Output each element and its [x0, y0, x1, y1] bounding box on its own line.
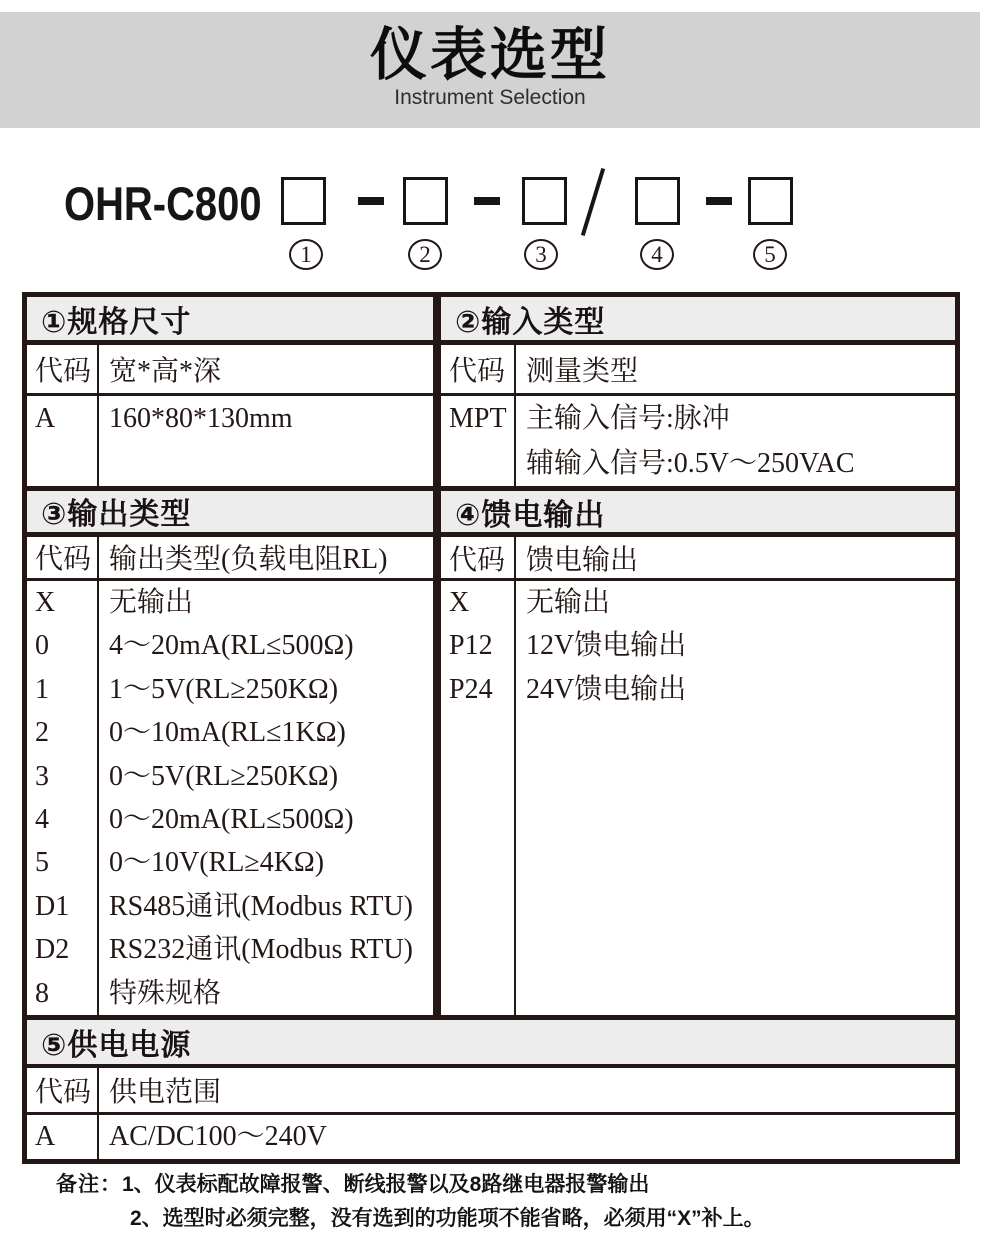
code-cell: D1 — [35, 890, 70, 922]
column-header-row — [27, 345, 433, 396]
section-title-spec-size: ①规格尺寸 — [27, 297, 433, 345]
code-cell: A — [35, 1121, 56, 1152]
desc-cell: RS232通讯(Modbus RTU) — [109, 934, 414, 966]
section-body — [441, 396, 955, 486]
slash-icon — [581, 168, 605, 236]
desc-cell: 无输出 — [526, 587, 611, 618]
page-title: 仪表选型 — [370, 23, 610, 87]
model-prefix: OHR-C800 — [64, 177, 262, 230]
code-column-header: 代码 — [27, 345, 99, 393]
table-right-half — [441, 297, 955, 1015]
section-title-input-type: ②输入类型 — [441, 297, 955, 345]
desc-cell: 160*80*130mm — [109, 403, 293, 434]
note-line-2 — [56, 1206, 765, 1231]
column-header-row — [27, 1068, 955, 1115]
desc-cell: 无输出 — [109, 586, 194, 618]
section-input-type — [441, 297, 955, 486]
desc-cell: 0～10V(RL≥4KΩ) — [109, 847, 325, 879]
note-label: 备注： — [56, 1173, 122, 1196]
code-cell: P12 — [449, 630, 493, 662]
desc-cells — [516, 581, 955, 1015]
model-box-3 — [522, 177, 567, 225]
desc-column-header: 供电范围 — [109, 1077, 222, 1108]
desc-cells — [516, 396, 955, 486]
section-title-feed-output: ④馈电输出 — [441, 491, 955, 537]
position-circle-5: 5 — [753, 239, 787, 270]
section-title-output-type: ③输出类型 — [27, 491, 433, 537]
model-box-2 — [403, 177, 448, 225]
desc-cell: 24V馈电输出 — [526, 673, 687, 705]
position-circle-2: 2 — [408, 239, 442, 270]
dash-icon — [706, 197, 732, 205]
desc-column-header: 测量类型 — [526, 356, 639, 387]
desc-cell: 特殊规格 — [109, 977, 222, 1009]
code-cell: P24 — [449, 673, 493, 705]
column-header-row — [441, 345, 955, 396]
footnotes — [56, 1172, 765, 1231]
section-feed-output — [441, 486, 955, 1015]
desc-column-header: 输出类型(负载电阻RL) — [109, 544, 388, 576]
model-box-1 — [281, 177, 326, 225]
code-cells — [27, 581, 99, 1015]
position-circle-1: 1 — [289, 239, 323, 270]
code-column-header: 代码 — [441, 345, 516, 393]
code-cell: 2 — [35, 717, 49, 749]
model-box-5 — [748, 177, 793, 225]
section-output-type — [27, 486, 433, 1015]
desc-column-header: 馈电输出 — [526, 544, 639, 576]
desc-column-header: 宽*高*深 — [109, 356, 222, 387]
section-body — [27, 396, 433, 486]
code-column-header: 代码 — [27, 1068, 99, 1112]
section-title-power-supply: ⑤供电电源 — [27, 1020, 955, 1068]
note-item-2: 2、选型时必须完整，没有选到的功能项不能省略，必须用“X”补上。 — [130, 1207, 765, 1230]
section-body — [27, 581, 433, 1015]
code-cells — [441, 396, 516, 486]
desc-cell: 0～20mA(RL≤500Ω) — [109, 803, 354, 835]
code-cells — [27, 396, 99, 486]
code-cell: MPT — [449, 403, 507, 434]
section-body — [441, 581, 955, 1015]
table-left-half — [27, 297, 441, 1015]
code-cell: 1 — [35, 673, 49, 705]
dash-icon — [474, 197, 500, 205]
model-code-diagram — [0, 0, 990, 290]
desc-cell: 主输入信号:脉冲 — [526, 403, 730, 434]
code-cell: X — [35, 586, 56, 618]
desc-cell: AC/DC100～240V — [109, 1121, 327, 1152]
position-circle-4: 4 — [640, 239, 674, 270]
code-cell: 8 — [35, 977, 49, 1009]
desc-cell: 1～5V(RL≥250KΩ) — [109, 673, 339, 705]
selection-table — [22, 292, 960, 1164]
section-body — [27, 1115, 955, 1159]
code-column-header: 代码 — [27, 537, 99, 578]
desc-cells — [99, 1115, 955, 1159]
desc-cell: 12V馈电输出 — [526, 630, 687, 662]
column-header-row — [441, 537, 955, 581]
desc-cells — [99, 581, 433, 1015]
page-subtitle: Instrument Selection — [394, 86, 586, 109]
desc-cell: 辅输入信号:0.5V～250VAC — [526, 448, 855, 479]
desc-cell: 0～10mA(RL≤1KΩ) — [109, 717, 346, 749]
code-cell: A — [35, 403, 56, 434]
code-cells — [27, 1115, 99, 1159]
desc-cell: 4～20mA(RL≤500Ω) — [109, 630, 354, 662]
code-column-header: 代码 — [441, 537, 516, 578]
desc-cell: 0～5V(RL≥250KΩ) — [109, 760, 339, 792]
code-cells — [441, 581, 516, 1015]
code-cell: X — [449, 587, 470, 618]
dash-icon — [358, 197, 384, 205]
position-circle-3: 3 — [524, 239, 558, 270]
code-cell: 4 — [35, 803, 49, 835]
section-power-supply — [27, 1015, 955, 1159]
note-item-1: 1、仪表标配故障报警、断线报警以及8路继电器报警输出 — [122, 1173, 650, 1196]
code-cell: 0 — [35, 630, 49, 662]
section-spec-size — [27, 297, 433, 486]
note-line-1 — [56, 1172, 765, 1197]
code-cell: 3 — [35, 760, 49, 792]
code-cell: D2 — [35, 934, 70, 966]
desc-cell: RS485通讯(Modbus RTU) — [109, 890, 414, 922]
selection-table-top — [27, 297, 955, 1015]
desc-cells — [99, 396, 433, 486]
code-cell: 5 — [35, 847, 49, 879]
column-header-row — [27, 537, 433, 581]
model-box-4 — [635, 177, 680, 225]
